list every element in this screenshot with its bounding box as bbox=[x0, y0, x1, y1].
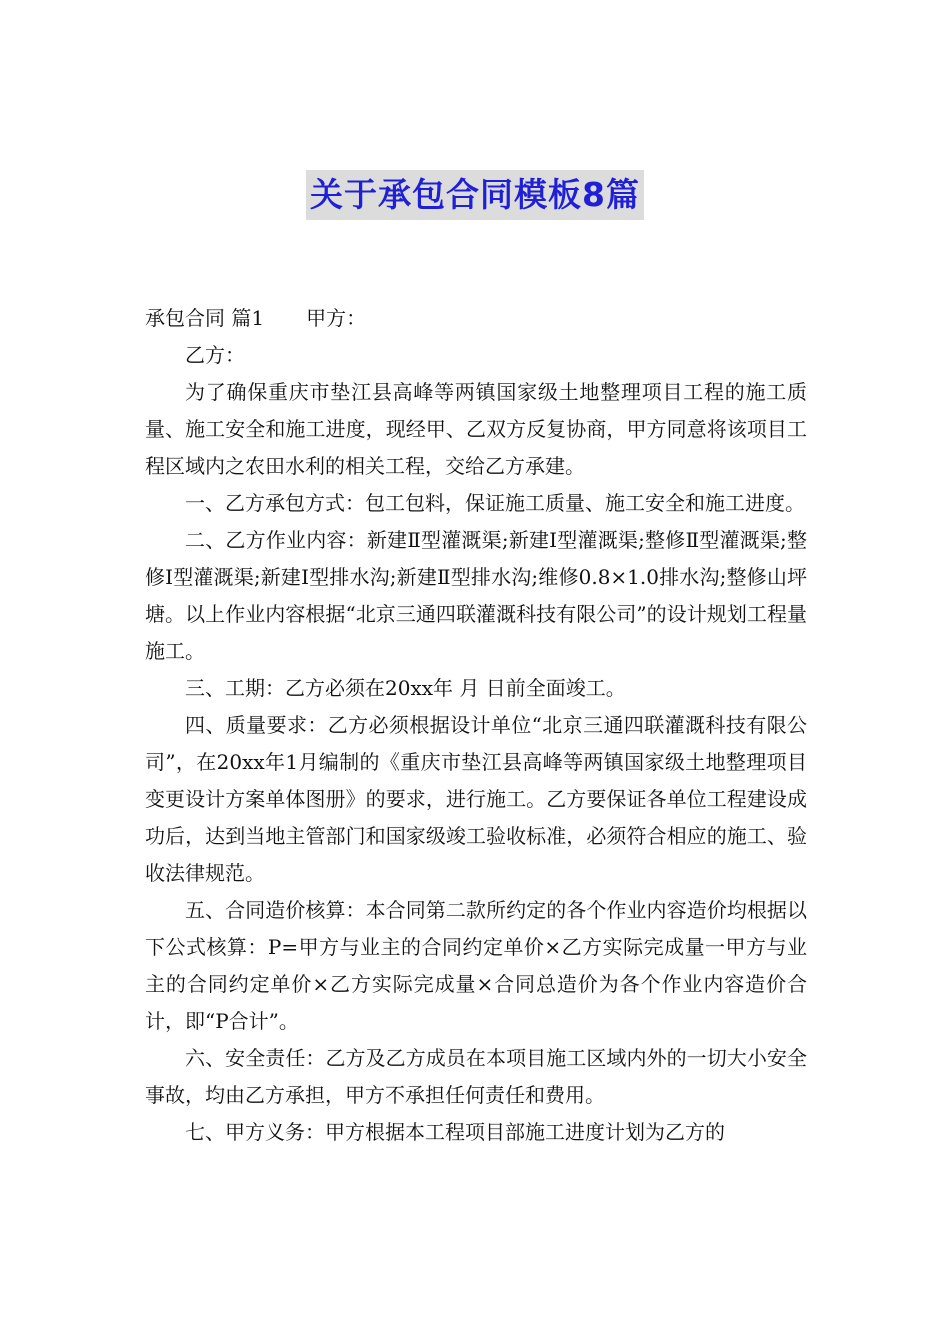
paragraph-2: 二、乙方作业内容：新建Ⅱ型灌溉渠;新建Ⅰ型灌溉渠;整修Ⅱ型灌溉渠;整修Ⅰ型灌溉渠;新建Ⅰ型排水沟;新建Ⅱ型排水沟;维修0.8×1.0排水沟;整修山坪塘。以上作业内容根据“北京三通四联灌溉科技有限公司”的设计规划工程量施工。 bbox=[145, 528, 807, 663]
paragraph-4: 四、质量要求：乙方必须根据设计单位“北京三通四联灌溉科技有限公司”，在20xx年1月编制的《重庆市垫江县高峰等两镇国家级土地整理项目变更设计方案单体图册》的要求，进行施工。乙方要保证各单位工程建设成功后，达到当地主管部门和国家级竣工验收标准，必须符合相应的施工、验收法律规范。 bbox=[145, 713, 807, 885]
contract-heading: 承包合同 篇1 bbox=[145, 306, 265, 330]
document-title: 关于承包合同模板8篇 bbox=[306, 170, 644, 220]
paragraph-1: 一、乙方承包方式：包工包料，保证施工质量、施工安全和施工进度。 bbox=[185, 491, 805, 515]
paragraph-5: 五、合同造价核算：本合同第二款所约定的各个作业内容造价均根据以下公式核算：P=甲方与业主的合同约定单价×乙方实际完成量一甲方与业主的合同约定单价×乙方实际完成量×合同总造价为各个作业内容造价合计，即“P合计”。 bbox=[145, 898, 807, 1033]
party-a-label: 甲方： bbox=[306, 306, 367, 330]
document-body bbox=[145, 300, 807, 1151]
paragraph-6: 六、安全责任：乙方及乙方成员在本项目施工区域内外的一切大小安全事故，均由乙方承担，甲方不承担任何责任和费用。 bbox=[145, 1046, 807, 1107]
contract-heading-line bbox=[145, 300, 807, 337]
paragraph-intro: 为了确保重庆市垫江县高峰等两镇国家级土地整理项目工程的施工质量、施工安全和施工进度，现经甲、乙双方反复协商，甲方同意将该项目工程区域内之农田水利的相关工程，交给乙方承建。 bbox=[145, 380, 807, 478]
title-container bbox=[0, 170, 950, 220]
paragraph-7: 七、甲方义务：甲方根据本工程项目部施工进度计划为乙方的 bbox=[185, 1120, 725, 1144]
paragraph-3: 三、工期：乙方必须在20xx年 月 日前全面竣工。 bbox=[185, 676, 626, 700]
party-b-label: 乙方： bbox=[185, 343, 245, 367]
